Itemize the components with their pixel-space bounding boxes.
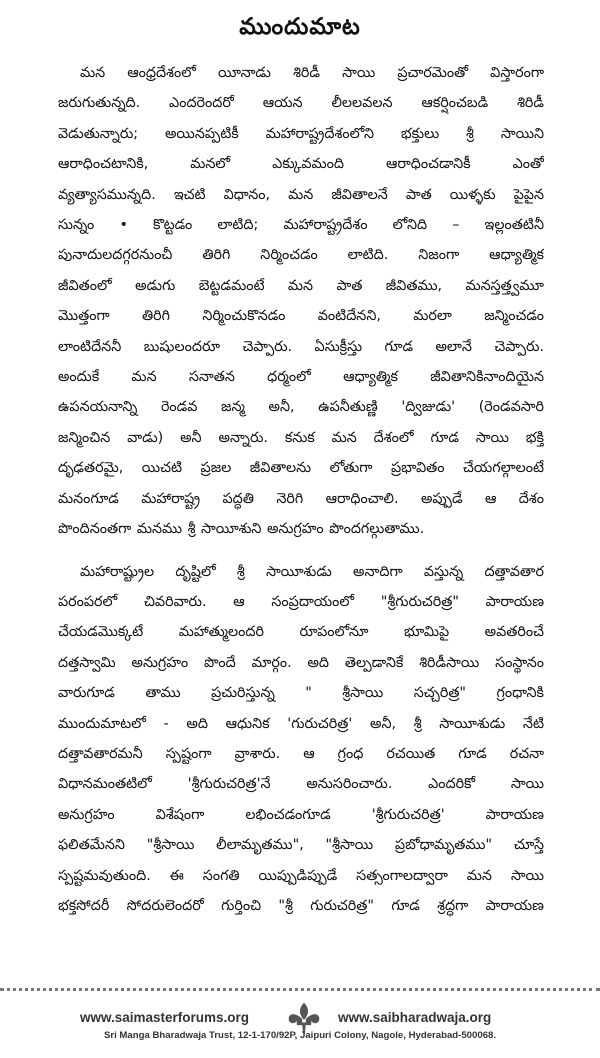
text-line: విధానమంతటిలో 'శ్రీగురుచరిత్ర'నే అనుసరించారు. ఎందరికో సాయి: [58, 776, 544, 793]
text-line: దత్తస్వామి అనుగ్రహం పొందే మార్గం. అది తెల్పడానికే శిరిడీసాయి సంస్థానం: [58, 654, 544, 671]
text-line: వారుగూడ తాము ప్రచురిస్తున్న " శ్రీసాయి సచ్చరిత్ర" గ్రంధానికి: [58, 685, 544, 702]
document-body: [58, 58, 544, 933]
text-line: చేయడమొక్కటే మహాత్ములందరి రూపంలోనూ భూమిపై అవతరించే: [58, 624, 544, 641]
page-title: ముందుమాట: [239, 14, 361, 40]
text-line: జీవితంలో అడుగు బెట్టడమంటే మన పాత జీవితము, మనస్తత్త్వమూ: [58, 277, 544, 294]
text-line: జరుగుతున్నది. ఎందరెందరో ఆయన లీలలవలన ఆకర్షించబడి శిరిడీ: [58, 95, 544, 112]
text-line: పునాదులదగ్గరనుంచీ తిరిగి నిర్మించడం లాటిది. నిజంగా ఆధ్యాత్మిక: [58, 247, 544, 264]
trust-address: Sri Manga Bharadwaja Trust, 12-1-170/92P, Jaipuri Colony, Nagole, Hyderabad-500068.: [103, 1030, 497, 1041]
footer-links: [0, 1010, 600, 1028]
footer-divider: [0, 988, 600, 991]
footer: [0, 1010, 600, 1041]
text-line: జన్మించిన వాడు) అనీ అన్నారు. కనుక మన దేశంలో గూడ సాయి భక్తి: [58, 429, 544, 446]
text-line: అనుగ్రహం విశేషంగా లభించడంగూడ 'శ్రీగురుచరిత్ర' పారాయణ: [58, 806, 544, 823]
text-line: పొందినంతగా మనము శ్రీ సాయీశుని అనుగ్రహం పొందగల్గుతాము.: [58, 521, 425, 538]
link-saibharadwaja[interactable]: www.saibharadwaja.org: [338, 1010, 492, 1025]
text-line: సున్నం • కొట్టడం లాటిది; మహారాష్ట్రదేశం లోనిది – ఇల్లంతటినీ: [58, 217, 544, 234]
text-line: వ్యత్యాసమున్నది. ఇచటి విధానం, మన జీవితాలనే పాత యిళ్ళకు పైపైన: [58, 186, 544, 203]
text-line: ఆరాధించటానికి, మనలో ఎక్కువమంది ఆరాధించడానికీ ఎంతో: [58, 156, 544, 173]
text-line: దత్తావతారమనీ స్పష్టంగా వ్రాశారు. ఆ గ్రంధ రచయిత గూడ రచనా: [58, 745, 544, 762]
text-line: స్పష్టమవుతుంది. ఈ సంగతి యిప్పుడిప్పుడే సత్సంగాలద్వారా మన సాయి: [58, 867, 544, 884]
text-line: లాంటిదేననీ బుషులందరూ చెప్పారు. ఏసుక్రీస్తు గూడ అలానే చెప్పారు.: [58, 338, 544, 355]
paragraph-2: [58, 557, 544, 922]
text-line: అందుకే మన సనాతన ధర్మంలో ఆధ్యాత్మిక జీవితానికినాందియైన: [58, 369, 544, 386]
text-line: వెడుతున్నారు; అయినప్పటికీ మహారాష్ట్రదేశంలోని భక్తులు శ్రీ సాయిని: [58, 125, 544, 142]
text-line: ముందుమాటలో - అది ఆధునిక 'గురుచరిత్ర' అనీ, శ్రీ సాయీశుడు నేటి: [58, 715, 544, 732]
text-line: మహారాష్ట్రుల దృష్టిలో శ్రీ సాయీశుడు అనాదిగా వస్తున్న దత్తావతార: [80, 563, 544, 580]
text-line: మొత్తంగా తిరిగి నిర్మించుకొనడం వంటిదేనని, మరలా జన్మించడం: [58, 308, 544, 325]
text-line: మనంగూడ మహారాష్ట్ర పద్ధతి నెరిగి ఆరాధించాలి. అప్పుడే ఆ దేశం: [58, 490, 544, 507]
text-line: పరంపరలో చివరివారు. ఆ సంప్రదాయంలో "శ్రీగురుచరిత్ర" పారాయణ: [58, 593, 544, 610]
text-line: మన ఆంధ్రదేశంలో యీనాడు శిరిడీ సాయి ప్రచారమెంతో విస్తారంగా: [80, 65, 544, 81]
link-saimasterforums[interactable]: www.saimasterforums.org: [80, 1010, 250, 1025]
text-line: దృఢతరమై, యిచటి ప్రజల జీవితాలను లోతుగా ప్రభావితం చేయగల్గాలంటే: [58, 460, 544, 477]
text-line: ఉపనయనాన్ని రెండవ జన్మ అనీ, ఉపనీతుణ్ణి 'ద్విజుడు' (రెండవసారి: [58, 399, 544, 416]
text-line: ఫలితమేనని "శ్రీసాయి లీలామృతము", "శ్రీసాయి ప్రబోధామృతము" చూస్తే: [58, 837, 544, 854]
paragraph-1: [58, 58, 544, 545]
text-line: భక్తసోదరీ సోదరులెందరో గుర్తించి "శ్రీ గురుచరిత్ర" గూడ శ్రద్ధగా పారాయణ: [58, 897, 544, 914]
